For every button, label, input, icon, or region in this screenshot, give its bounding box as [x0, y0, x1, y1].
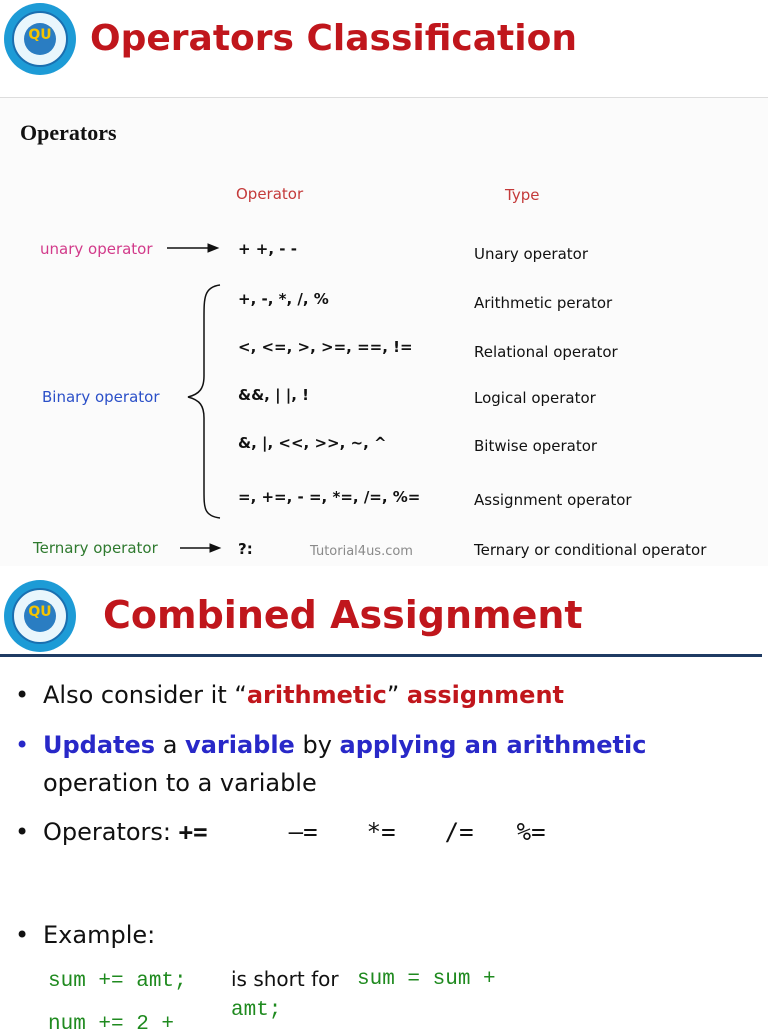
operator-plus-equals: +=: [178, 818, 208, 846]
bullet-text: by: [294, 731, 340, 759]
example-code-partial: num += 2 +: [48, 1013, 175, 1036]
highlight-updates: Updates: [43, 731, 156, 759]
logo-emblem-text: QU: [28, 604, 52, 620]
highlight-applying: applying an arithmetic: [339, 731, 647, 759]
operator-minus-equals: –=: [288, 818, 318, 846]
logo-emblem-text: QU: [28, 27, 52, 43]
highlight-arithmetic: arithmetic: [246, 681, 387, 709]
bullet-continuation: [43, 768, 317, 798]
bullet-text: operation to a variable: [43, 769, 317, 797]
operator-cell: +, -, *, /, %: [238, 290, 329, 308]
university-logo: [4, 3, 76, 75]
example-code: sum = sum +: [357, 968, 496, 991]
type-cell: Relational operator: [474, 343, 618, 361]
ternary-arrow-icon: [180, 544, 220, 552]
slide-title: Combined Assignment: [103, 593, 583, 637]
bullet-operators: [15, 817, 546, 847]
type-cell: Ternary or conditional operator: [474, 541, 707, 559]
highlight-assignment: assignment: [406, 681, 565, 709]
unary-operator-label: unary operator: [40, 240, 153, 258]
bullet-dot: •: [15, 818, 30, 846]
example-code: sum += amt;: [48, 970, 187, 993]
bullet-text: Also consider it “: [43, 681, 247, 709]
bullet-text: ”: [386, 681, 407, 709]
binary-brace-icon: [188, 285, 220, 518]
unary-arrow-icon: [167, 244, 218, 252]
operator-cell: &&, | |, !: [238, 386, 310, 404]
example-text: is short for: [231, 967, 339, 991]
operator-times-equals: *=: [366, 818, 396, 846]
diagram-connectors: [0, 98, 768, 566]
watermark: Tutorial4us.com: [310, 544, 413, 559]
bullet-dot: •: [15, 921, 30, 949]
type-cell: Bitwise operator: [474, 437, 598, 455]
binary-operator-label: Binary operator: [42, 388, 160, 406]
operators-label: Operators:: [43, 818, 179, 846]
bullet-updates-variable: [15, 730, 646, 760]
column-header-type: Type: [505, 186, 540, 204]
bullet-text: a: [155, 731, 186, 759]
operator-cell: <, <=, >, >=, ==, !=: [238, 338, 413, 356]
type-cell: Assignment operator: [474, 491, 632, 509]
university-logo: [4, 580, 76, 652]
ternary-operator-label: Ternary operator: [33, 539, 158, 557]
bullet-dot: •: [15, 681, 30, 709]
title-divider: [0, 654, 762, 657]
bullet-example: [15, 920, 155, 950]
operators-diagram: [0, 97, 768, 566]
operator-cell: + +, - -: [238, 240, 297, 258]
operator-cell: &, |, <<, >>, ~, ^: [238, 434, 387, 452]
bullet-text: Example:: [43, 921, 156, 949]
operator-divide-equals: /=: [444, 818, 474, 846]
type-cell: Unary operator: [474, 245, 589, 263]
column-header-operator: Operator: [236, 185, 304, 203]
operator-cell: ?:: [238, 540, 253, 558]
highlight-variable: variable: [185, 731, 295, 759]
slide-title: Operators Classification: [90, 18, 577, 59]
type-cell: Arithmetic perator: [474, 294, 613, 312]
diagram-heading: Operators: [20, 120, 117, 145]
example-code: amt;: [231, 999, 282, 1022]
bullet-arithmetic-assignment: [15, 680, 564, 710]
type-cell: Logical operator: [474, 389, 596, 407]
bullet-dot: •: [15, 731, 30, 759]
operator-cell: =, +=, - =, *=, /=, %=: [238, 488, 421, 506]
operator-mod-equals: %=: [516, 818, 546, 846]
